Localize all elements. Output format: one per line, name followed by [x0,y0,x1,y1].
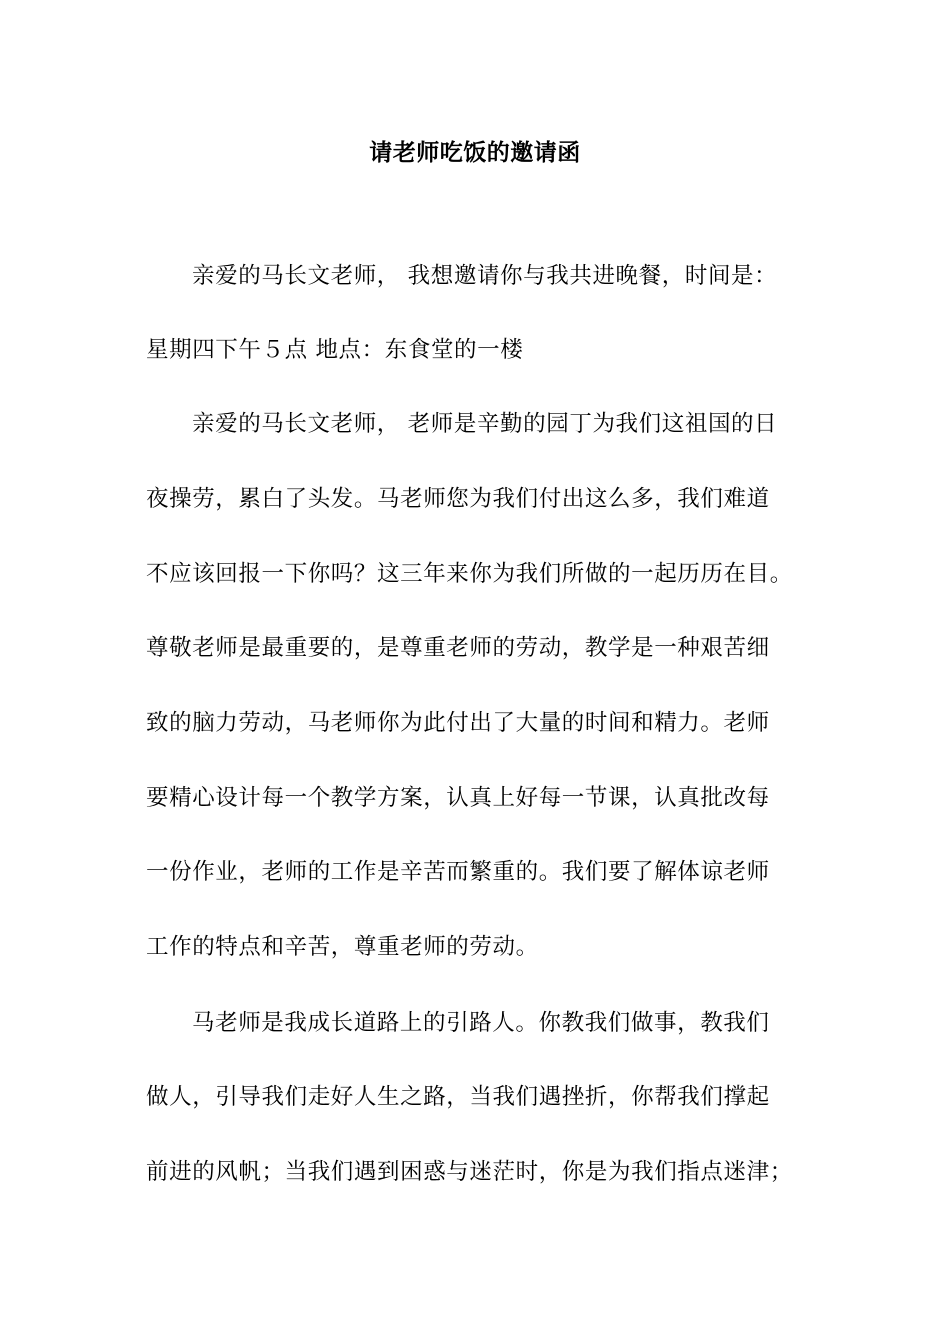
text-line: 星期四下午５点 地点：东食堂的一楼 [146,337,524,363]
text-line: 工作的特点和辛苦，尊重老师的劳动。 [146,934,539,960]
text-line: 亲爱的马长文老师， 老师是辛勤的园丁为我们这祖国的日 [192,411,778,437]
text-line: 马老师是我成长道路上的引路人。你教我们做事，教我们 [192,1010,770,1036]
text-line: 尊敬老师是最重要的，是尊重老师的劳动，教学是一种艰苦细 [146,635,770,661]
text-line: 一份作业，老师的工作是辛苦而繁重的。我们要了解体谅老师 [146,859,770,885]
text-line: 要精心设计每一个教学方案，认真上好每一节课，认真批改每 [146,785,770,811]
text-line: 前进的风帆；当我们遇到困惑与迷茫时，你是为我们指点迷津； [146,1159,793,1185]
text-line: 夜操劳，累白了头发。马老师您为我们付出这么多，我们难道 [146,486,770,512]
text-line: 做人，引导我们走好人生之路，当我们遇挫折，你帮我们撑起 [146,1084,770,1110]
text-line: 致的脑力劳动，马老师你为此付出了大量的时间和精力。老师 [146,710,770,736]
text-line: 不应该回报一下你吗？这三年来你为我们所做的一起历历在目。 [146,561,793,587]
text-line: 亲爱的马长文老师， 我想邀请你与我共进晚餐，时间是： [192,263,778,289]
document-title: 请老师吃饭的邀请函 [369,139,581,166]
